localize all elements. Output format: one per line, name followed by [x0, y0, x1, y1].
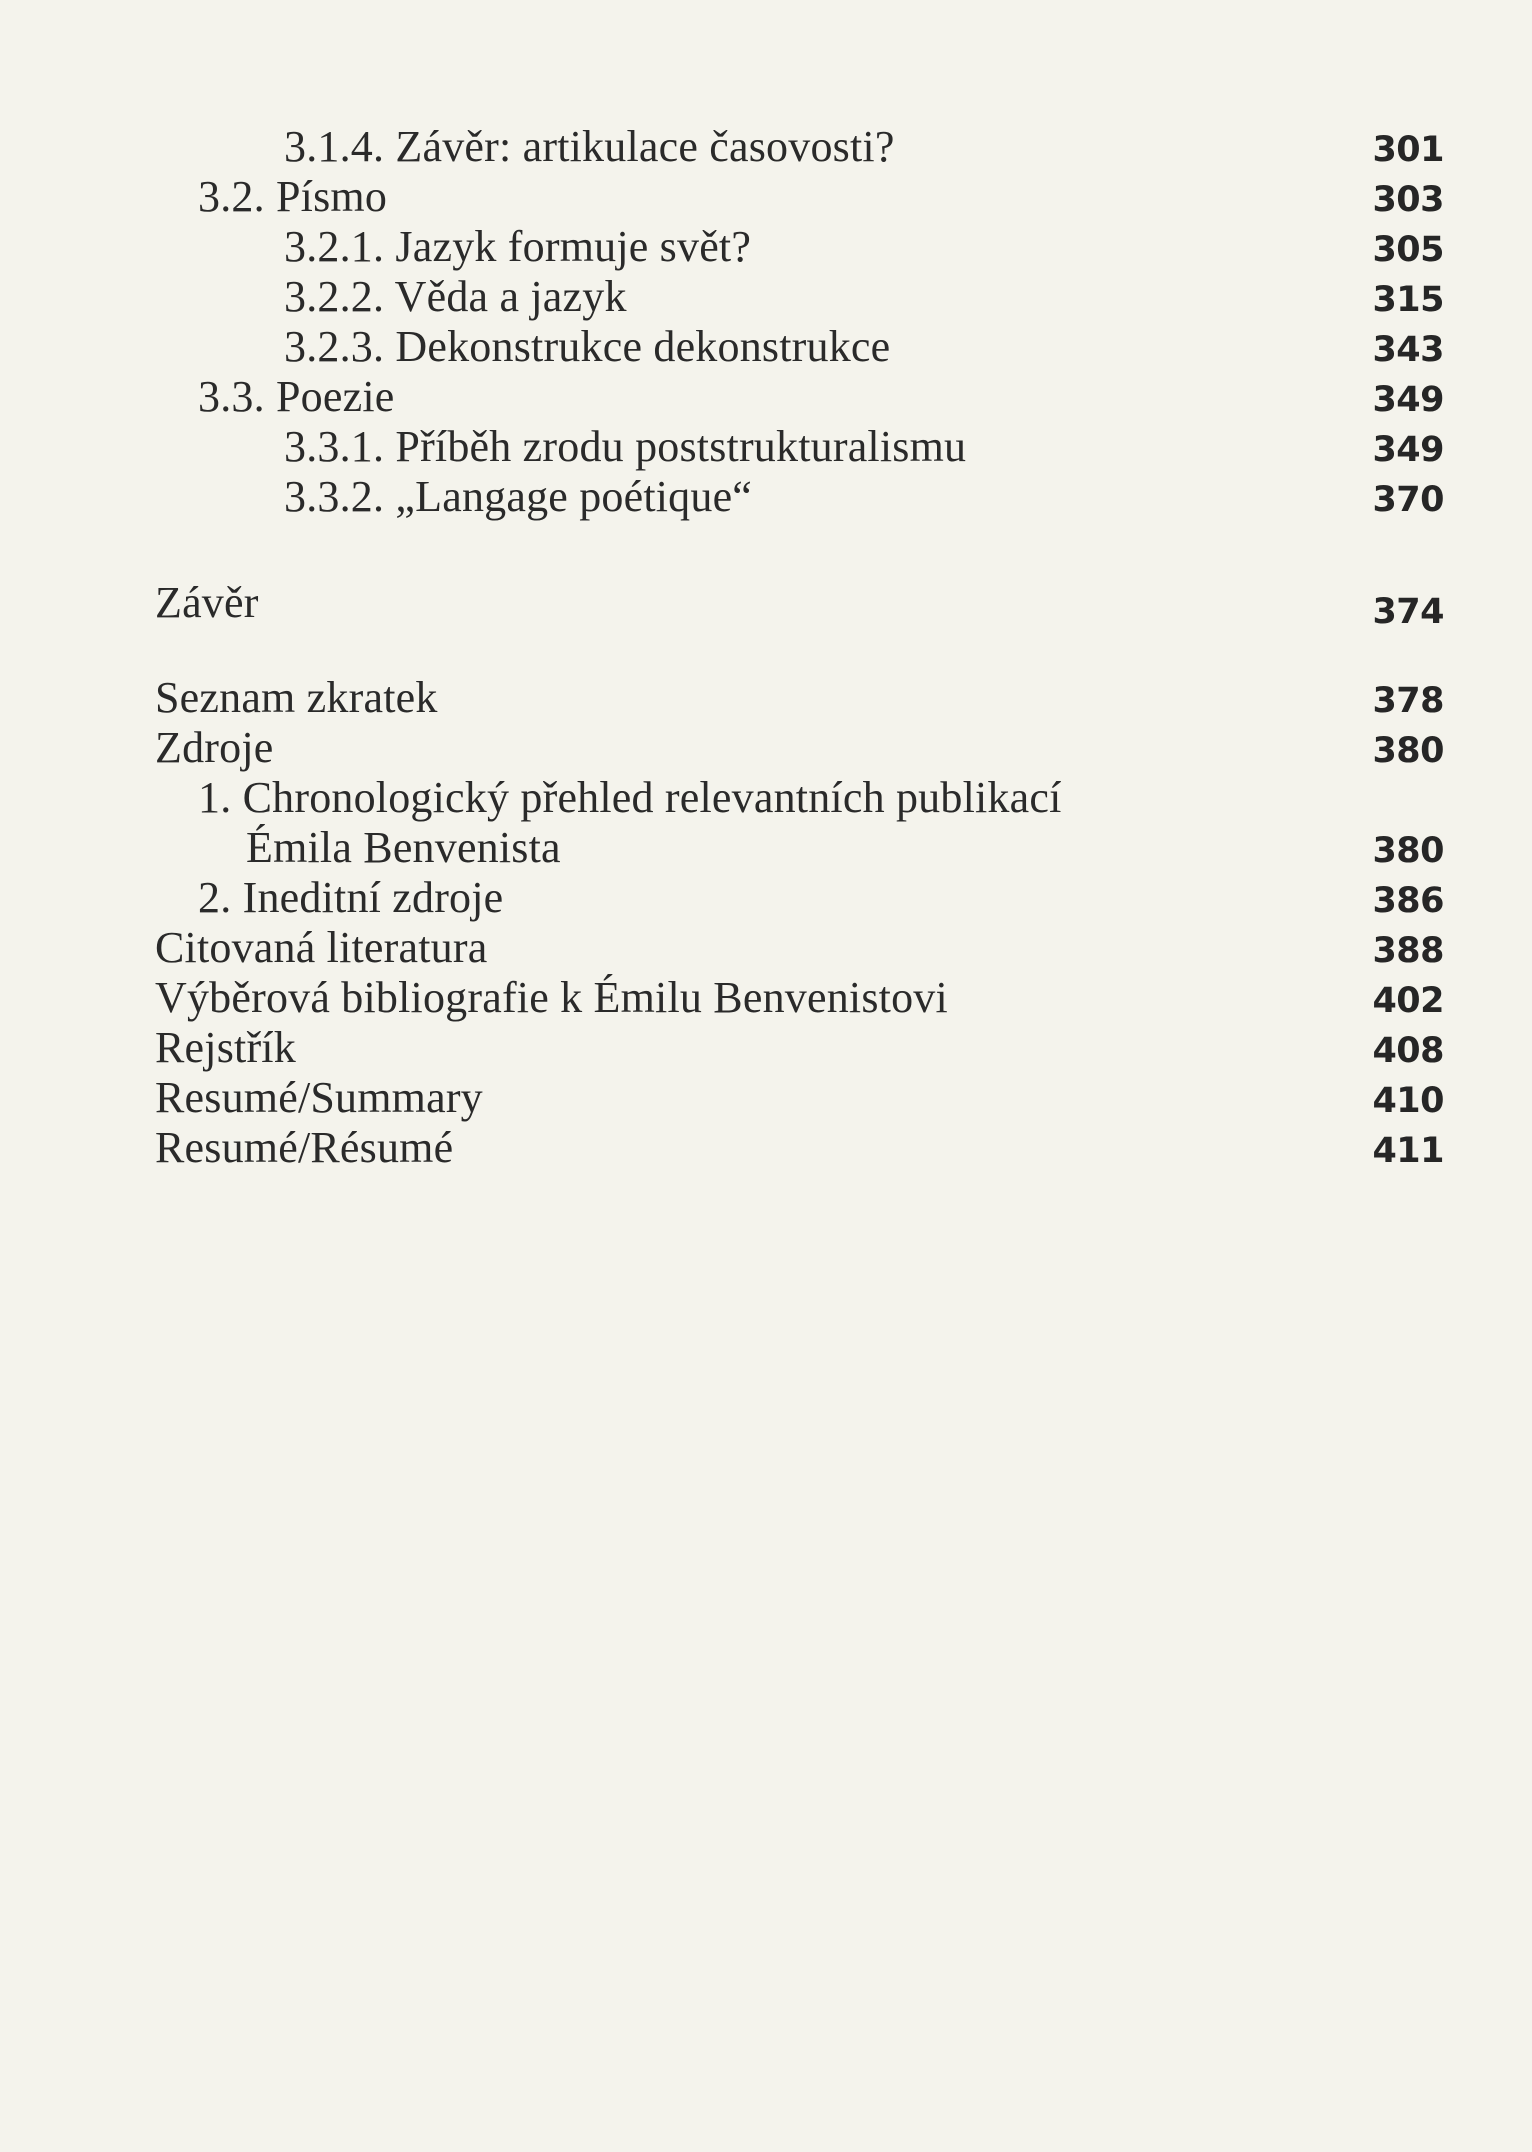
toc-page-number: 378 [1372, 681, 1444, 721]
toc-entry-label [284, 322, 890, 372]
toc-entry-title: Citovaná literatura [155, 923, 488, 972]
toc-entry-label [284, 222, 751, 272]
toc-entry-title: „Langage poétique“ [395, 472, 753, 521]
toc-entry-title: Dekonstrukce dekonstrukce [395, 322, 891, 371]
toc-entry-3-2-2 [0, 272, 1532, 322]
toc-entry-zdroje-1-continued [0, 823, 1532, 873]
toc-entry-label [155, 1023, 296, 1073]
toc-page-number: 374 [1372, 592, 1444, 632]
toc-entry-label [284, 472, 752, 522]
toc-page-number: 402 [1372, 981, 1444, 1021]
toc-entry-title: Věda a jazyk [394, 272, 627, 321]
toc-entry-title: Písmo [276, 172, 388, 221]
toc-entry-label [284, 272, 627, 322]
toc-entry-label [198, 773, 1062, 823]
toc-entry-title: Ineditní zdroje [242, 873, 504, 922]
toc-entry-title: Chronologický přehled relevantních publikací [242, 773, 1062, 822]
toc-entry-zdroje-2 [0, 873, 1532, 923]
toc-page-number: 386 [1372, 881, 1444, 921]
toc-entry-number: 3.3.1. [284, 422, 385, 471]
toc-entry-number: 3.3.2. [284, 472, 385, 521]
toc-entry-number: 3.2.1. [284, 222, 385, 271]
toc-entry-title: Výběrová bibliografie k Émilu Benvenistovi [155, 973, 948, 1022]
toc-entry-zaver [0, 578, 1532, 632]
toc-entry-zdroje-1 [0, 773, 1532, 823]
toc-entry-label [198, 873, 503, 923]
toc-page-number: 411 [1372, 1131, 1444, 1171]
toc-entry-3-3 [0, 372, 1532, 422]
toc-entry-label [155, 973, 948, 1023]
toc-page-number: 315 [1372, 280, 1444, 320]
toc-entry-title: Seznam zkratek [155, 673, 438, 722]
toc-page-number: 388 [1372, 931, 1444, 971]
toc-entry-resume-resume [0, 1123, 1532, 1173]
toc-entry-label [198, 372, 395, 422]
toc-entry-number: 1. [198, 773, 232, 822]
toc-page-number: 370 [1372, 480, 1444, 520]
toc-page-number: 380 [1372, 731, 1444, 771]
toc-entry-3-2-3 [0, 322, 1532, 372]
toc-entry-number: 3.2.2. [284, 272, 385, 321]
toc-entry-number: 2. [198, 873, 232, 922]
toc-page-number: 380 [1372, 831, 1444, 871]
toc-page-number: 343 [1372, 330, 1444, 370]
toc-entry-label [284, 122, 895, 172]
toc-entry-number: 3.2. [198, 172, 265, 221]
toc-entry-label [155, 673, 438, 723]
toc-entry-number: 3.2.3. [284, 322, 385, 371]
toc-entry-resume-summary [0, 1073, 1532, 1123]
toc-entry-label [155, 723, 273, 773]
toc-entry-label [246, 823, 561, 873]
toc-page-number: 301 [1372, 130, 1444, 170]
toc-entry-3-2 [0, 172, 1532, 222]
toc-entry-title: Příběh zrodu poststrukturalismu [395, 422, 967, 471]
toc-entry-label [155, 1073, 483, 1123]
toc-entry-zdroje [0, 723, 1532, 773]
toc-entry-rejstrik [0, 1023, 1532, 1073]
toc-entry-title: Rejstřík [155, 1023, 296, 1072]
toc-page-number: 303 [1372, 180, 1444, 220]
toc-entry-seznam-zkratek [0, 673, 1532, 723]
toc-entry-number: 3.3. [198, 372, 265, 421]
toc-entry-number: 3.1.4. [284, 122, 385, 171]
toc-entry-3-2-1 [0, 222, 1532, 272]
toc-entry-3-1-4 [0, 122, 1532, 172]
toc-page-number: 349 [1372, 380, 1444, 420]
toc-entry-title: Resumé/Résumé [155, 1123, 454, 1172]
toc-page-number: 410 [1372, 1081, 1444, 1121]
toc-entry-vyberova-bibliografie [0, 973, 1532, 1023]
toc-entry-title: Zdroje [155, 723, 274, 772]
toc-entry-label [155, 923, 487, 973]
toc-entry-title: Jazyk formuje svět? [395, 222, 752, 271]
toc-entry-label [284, 422, 966, 472]
toc-entry-citovana-literatura [0, 923, 1532, 973]
toc-entry-label [198, 172, 387, 222]
toc-page-number: 305 [1372, 230, 1444, 270]
toc-page-number: 349 [1372, 430, 1444, 470]
toc-entry-3-3-1 [0, 422, 1532, 472]
toc-entry-title: Émila Benvenista [246, 823, 561, 872]
toc-entry-label [155, 1123, 453, 1173]
toc-entry-title: Závěr: artikulace časovosti? [395, 122, 895, 171]
toc-page-number: 408 [1372, 1031, 1444, 1071]
toc-entry-3-3-2 [0, 472, 1532, 522]
toc-entry-title: Resumé/Summary [155, 1073, 483, 1122]
toc-entry-title: Poezie [276, 372, 395, 421]
toc-entry-label [155, 578, 259, 628]
toc-entry-title: Závěr [155, 578, 259, 627]
